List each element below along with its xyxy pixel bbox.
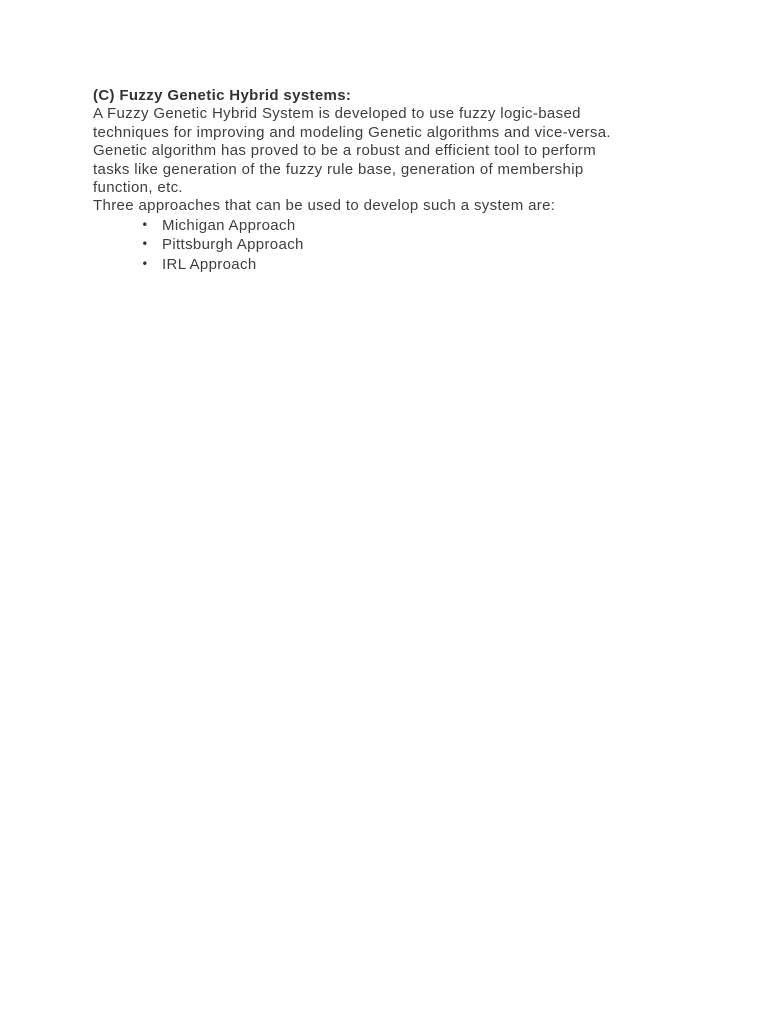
list-item-label: IRL Approach <box>162 256 257 274</box>
list-item <box>93 235 693 255</box>
paragraph-line: Genetic algorithm has proved to be a robust and efficient tool to perform <box>93 142 597 160</box>
intro-line: Three approaches that can be used to develop such a system are: <box>93 197 556 215</box>
paragraph-line: techniques for improving and modeling Genetic algorithms and vice-versa. <box>93 123 611 141</box>
paragraph-line: function, etc. <box>93 179 183 197</box>
list-item-label: Michigan Approach <box>162 216 296 234</box>
bullet-icon: • <box>141 217 149 232</box>
document-body <box>93 87 693 275</box>
approaches-list <box>93 216 693 275</box>
bullet-icon: • <box>141 257 149 272</box>
paragraph-line: A Fuzzy Genetic Hybrid System is developed to use fuzzy logic-based <box>93 105 581 123</box>
list-item-label: Pittsburgh Approach <box>162 236 304 254</box>
list-item <box>93 255 693 275</box>
list-item <box>93 216 693 236</box>
bullet-icon: • <box>141 237 149 252</box>
section-heading: (C) Fuzzy Genetic Hybrid systems: <box>93 87 352 104</box>
paragraph-line: tasks like generation of the fuzzy rule base, generation of membership <box>93 160 584 178</box>
body-paragraph <box>93 105 693 197</box>
